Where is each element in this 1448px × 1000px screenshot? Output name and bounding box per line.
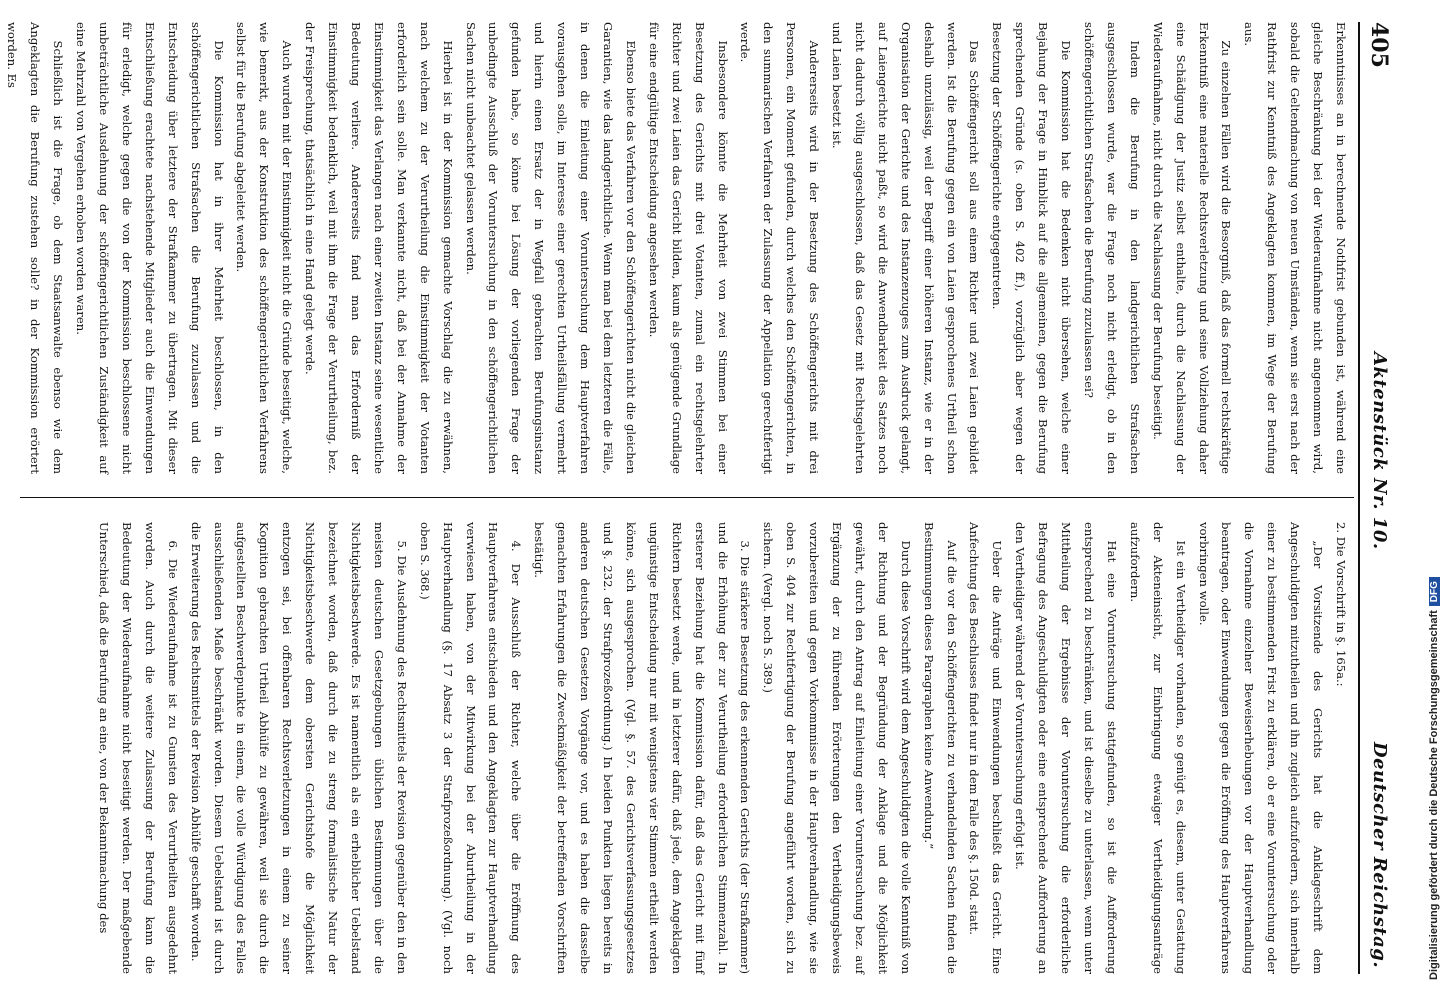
paragraph: Erkenntnisses an in berechnende Nothfrist gebunden ist, während eine gleiche Beschränkung bei der Wiederaufnahme nicht angenommen wird, sobald die Geltendmachung von neuen Umständen, wenn sie erst nach der Rathfrist zur Kenntniß des Angeklagten kommen, im Wege der Berufung aus. [1242,22,1348,474]
paragraph: Ebenso biete das Verfahren vor den Schöffengerichten nicht die gleichen Garantien, wie das landgerichtliche. Wenn man bei dem letzteren die Fälle, in denen die Einleitung einer Voruntersuchung dem Hauptverfahren vorausgehen solle, im Interesse einer gerechten Urtheilsfällung vermehrt und hierin einen Ersatz der in Wegfall gebrachten Berufungsinstanz gefunden habe, so könne bei Lösung der vorliegenden Frage der unbedingte Ausschluß der Voruntersuchung in den schöffengerichtlichen Sachen nicht unbeachtet gelassen werden. [463,22,638,474]
paragraph: Indem die Berufung in den landgerichtlichen Strafsachen ausgeschlossen wurde, war die Frage noch nicht erledigt, ob in den schöffengerichtlichen Strafsachen die Berufung zuzulassen sei? [1082,22,1142,474]
paragraph: Ueber die Anträge und Einwendungen beschließt das Gericht. Eine Anfechtung des Beschlusses findet nur in dem Falle des §. 150d. statt. [967,522,1005,974]
paragraph: Auch wurden mit der Einstimmigkeit nicht die Gründe beseitigt, welche, wie bemerkt, aus der Konstruktion des schöffengerichtlichen Verfahrens selbst für die Berufung abgeleitet werden. [234,22,295,474]
column-divider [20,497,1354,498]
paragraph: Hierbei ist in der Kommission gemachte Vorschlag die zu erwähnen, nach welchem zu der Verurtheilung die Einstimmigkeit der Votanten erforderlich sein solle. Man verkannte nicht, daß bei der Annahme der Einstimmigkeit das Verlangen nach einer zweiten Instanz seine wesentliche Bedeutung verliere. Andererseits fand man das Erforderniß der Einstimmigkeit bedenklich, weil mit ihm die Frage der Verurtheilung, bez. der Freisprechung, thatsächlich in eine Hand gelegt werde. [303,22,455,474]
text-column-left [5,22,1352,474]
paragraph: Durch diese Vorschrift wird dem Angeschuldigten die volle Kenntniß von der Richtung und der Begründung der Anklage und die Möglichkeit gewährt, durch den Antrag auf Einleitung einer Voruntersuchung bez. auf Ergänzung der zu führenden Erörterungen den Vertheidigungsbeweis vorzubereiten und gegen Vorkommnisse in der Hauptverhandlung, wie sie oben S. 404 zur Rechtfertigung der Berufung angeführt worden, sich zu sichern. (Vergl. noch S. 389.) [761,522,913,974]
digitization-credit [1412,40,1440,980]
dfg-logo: DFG [1429,577,1440,606]
paragraph: Andererseits wird in der Besetzung des Schöffengerichts mit drei Personen, ein Moment gefunden, durch welches den Schöffengerichten, in den summarischen Verfahren der Zulassung der Appellation gerechtfertigt werde. [738,22,822,474]
paragraph: 5. Die Ausdehnung des Rechtsmittels der Revision gegenüber den in den meisten deutschen Gesetzgebungen üblichen Bestimmungen über die Nichtigkeitsbeschwerde. Es ist namentlich als ein erheblicher Uebelstand bezeichnet worden, daß durch die zu streng formalistische Natur der Nichtigkeitsbeschwerde dem obersten Gerichtshofe die Möglichkeit entzogen sei, bei offenbaren Rechtsverletzungen in einem zu seiner Kognition gebrachten Urtheil Abhülfe zu gewähren, weil sie durch die aufgestellten Beschwerdepunkte in einem, die volle Würdigung des Falles ausschließenden Maße beschränkt worden. Diesem Uebelstand ist durch die Erweiterung des Rechtsmittels der Revision Abhülfe geschafft worden. [188,522,409,974]
paragraph: Ist ein Vertheidiger vorhanden, so genügt es, diesem, unter Gestattung der Akteneinsicht, zur Einbringung etwaiger Vertheidigungsanträge aufzufordern. [1127,522,1188,974]
paragraph: Insbesondere könnte die Mehrheit von zwei Stimmen bei einer Besetzung des Gerichts mit drei Votanten, zumal ein rechtsgelehrter Richter und zwei Laien das Gericht bilden, kaum als genügende Grundlage für eine endgültige Entscheidung angesehen werden. [646,22,730,474]
paragraph: 6. Die Wiederaufnahme ist zu Gunsten des Verurtheilten ausgedehnt worden. Auch durch die weitere Zulassung der Berufung kann die Bedeutung der Wiederaufnahme nicht beseitigt werden. Der maßgebende Unterschied, daß die Berufung an eine, von der Bekanntmachung des [97,522,180,974]
paragraph: 2. Die Vorschrift in §. 165a.: [1334,522,1348,687]
paragraph: Die Kommission hat die Bedenken nicht übersehen, welche einer Bejahung der Frage in Hinblick auf die allgemeinen, gegen die Berufung sprechenden Gründe (s. oben S. 402 ff.), vorzüglich aber wegen der Besetzung der Schöffengerichte entgegentreten. [990,22,1074,474]
text-column-right [22,522,1352,974]
paragraph: Das Schöffengericht soll aus einem Richter und zwei Laien gebildet werden. Ist die Berufung gegen ein von Laien gesprochenes Urtheil schon deshalb unzulässig, weil der Begriff einer höheren Instanz, wie er in der Organisation der Gerichte und des Instanzenzuges zum Ausdruck gelangt, auf Laiengerichte nicht paßt, so wird die Anwendbarkeit des Satzes noch nicht dadurch völlig ausgeschlossen, daß das Gesetz mit Rechtsgelehrten und Laien besetzt ist. [830,22,982,474]
running-title: Deutscher Reichstag. [1369,742,1390,969]
paragraph: Zu einzelnen Fällen wird die Besorgniß, daß das formell rechtskräftige Erkenntniß eine materielle Rechtsverletzung und seine Vollziehung daher eine Schädigung der Justiz selbst enthalte, durch die Nachlassung der Wiederaufnahme, nicht durch die Nachlassung der Berufung beseitigt. [1150,22,1234,474]
paragraph: Schließlich ist die Frage, ob dem Staatsanwalte ebenso wie dem Angeklagten die Berufung zustehen solle? in der Kommission erörtert worden. Es [5,22,66,474]
paragraph: Hat eine Voruntersuchung stattgefunden, so ist die Aufforderung entsprechend zu beschränken, und ist dieselbe zu unterlassen, wenn unter Mittheilung der Ergebnisse der Voruntersuchung die erforderliche Befragung des Angeschuldigten oder eine entsprechende Aufforderung an den Vertheidiger während der Voruntersuchung erfolgt ist. [1013,522,1119,974]
paragraph: 3. Die stärkere Besetzung des erkennenden Gerichts (der Strafkammer) und die Erhöhung der zur Verurtheilung erforderlichen Stimmenzahl. In ersterer Beziehung hat die Kommission dafür, daß das Gericht mit fünf Richtern besetzt werde, und in letzterer dafür, daß jede, dem Angeklagten ungünstige Entscheidung nur mit wenigstens vier Stimmen ertheilt werden könne, sich ausgesprochen. (Vgl. §. 57. des Gerichtsverfassungsgesetzes und §. 232. der Strafprozeßordnung.) In beiden Punkten liegen bereits in anderen deutschen Gesetzen Vorgänge vor, und es haben die dasselbe genachten Erfahrungen die Zweckmäßigkeit der betreffenden Vorschriften bestätigt. [532,522,753,974]
page-header [1358,22,1394,974]
page-number: 405 [1366,22,1392,68]
paragraph: Auf die vor den Schöffengerichten zu verhandelnden Sachen finden die Bestimmungen dieses Paragraphen keine Anwendung.“ [921,522,959,974]
credit-text: Digitalisierung gefördert durch die Deutsche Forschungsgemeinschaft [1428,610,1440,980]
document-number: Aktenstück Nr. 10. [1369,352,1390,550]
paragraph: „Der Vorsitzende des Gerichts hat die Anklageschrift dem Angeschuldigten mitzutheilen und ihn zugleich aufzufordern, sich innerhalb einer zu bestimmenden Frist zu erklären, ob er eine Voruntersuchung oder die Vornahme einzelner Beweiserhebungen vor der Hauptverhandlung beantragen, oder Einwendungen gegen die Eröffnung des Hauptverfahrens vorbringen wolle. [1196,522,1326,974]
paragraph: Die Kommission hat in ihrer Mehrheit beschlossen, in den schöffengerichtlichen Strafsachen die Berufung zuzulassen und die Entscheidung über letztere der Strafkammer zu übertragen. Mit dieser Entschließung erachtete nachstehende Mitglieder auch die Einwendungen für erledigt, welche gegen die von der Kommission beschlossene nicht unbeträchtliche Ausdehnung der schöffengerichtlichen Zuständigkeit auf eine Mehrzahl von Vergehen erhoben worden waren. [74,22,226,474]
rotated-document-page [0,8,1400,988]
paragraph: 4. Der Ausschluß der Richter, welche über die Eröffnung des Hauptverfahrens entschieden und den Angeklagten zur Hauptverhandlung verwiesen haben, von der Mitwirkung bei der Aburtheilung in der Hauptverhandlung (§. 17 Absatz 3 der Strafprozeßordnung). (Vgl. noch oben S. 368.) [417,522,524,974]
